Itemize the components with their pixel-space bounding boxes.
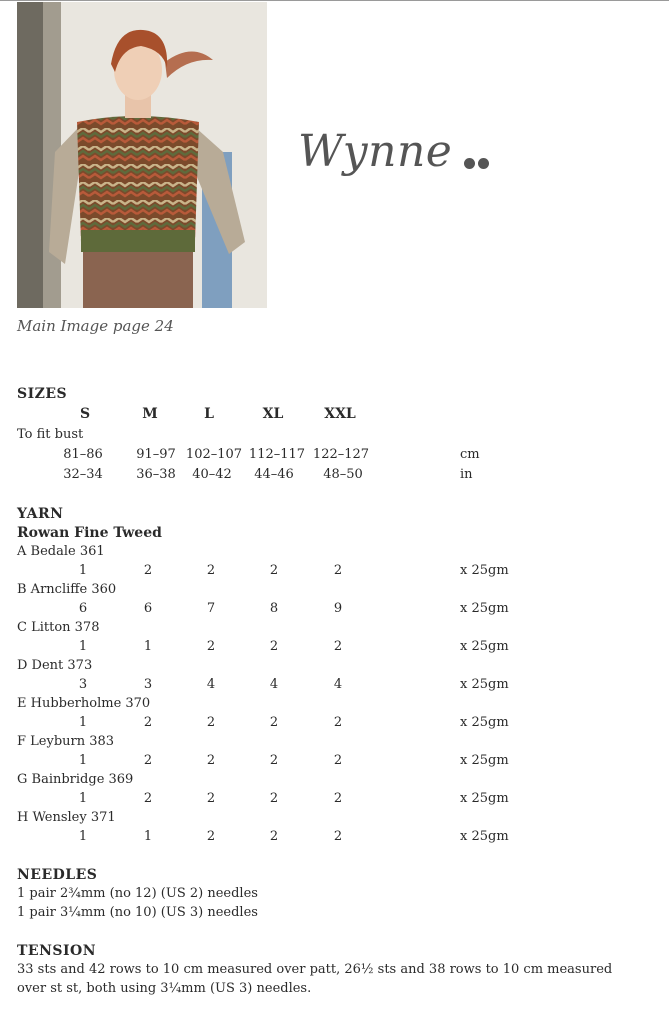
yarn-quantity: 1 xyxy=(78,791,88,806)
yarn-quantity: 2 xyxy=(143,791,153,806)
yarn-quantity: 2 xyxy=(206,829,216,844)
bust-value: 112–117 xyxy=(248,447,306,462)
bust-value: 91–97 xyxy=(136,447,176,462)
yarn-quantity: 2 xyxy=(269,563,279,578)
yarn-quantity: 2 xyxy=(143,753,153,768)
model-sweater-illustration xyxy=(17,2,267,308)
bust-value: 36–38 xyxy=(136,467,176,482)
yarn-quantity: 2 xyxy=(333,639,343,654)
yarn-brand: Rowan Fine Tweed xyxy=(17,525,162,541)
yarn-quantity: 2 xyxy=(269,753,279,768)
yarn-quantity: 8 xyxy=(269,601,279,616)
yarn-quantity: 2 xyxy=(206,715,216,730)
yarn-quantity: 2 xyxy=(333,715,343,730)
yarn-quantity: 2 xyxy=(333,563,343,578)
yarn-quantity: 2 xyxy=(206,563,216,578)
size-label: XXL xyxy=(324,406,356,422)
pattern-name: Wynne xyxy=(298,126,453,177)
yarn-unit: x 25gm xyxy=(460,563,509,578)
yarn-quantity: 2 xyxy=(206,753,216,768)
yarn-color-name: F Leyburn 383 xyxy=(17,734,115,749)
yarn-quantity: 2 xyxy=(269,829,279,844)
size-label: S xyxy=(79,406,91,422)
bust-value: 102–107 xyxy=(185,447,243,462)
yarn-quantity: 7 xyxy=(206,601,216,616)
yarn-quantity: 6 xyxy=(78,601,88,616)
yarn-quantity: 1 xyxy=(78,563,88,578)
page-title xyxy=(298,126,492,180)
bust-value: 122–127 xyxy=(312,447,370,462)
yarn-quantity: 6 xyxy=(143,601,153,616)
yarn-quantity: 2 xyxy=(143,563,153,578)
yarn-color-name: B Arncliffe 360 xyxy=(17,582,117,597)
tension-line: over st st, both using 3¼mm (US 3) needles. xyxy=(17,981,312,996)
bust-value: 32–34 xyxy=(63,467,103,482)
needle-line: 1 pair 2¾mm (no 12) (US 2) needles xyxy=(17,886,258,901)
needles-heading: NEEDLES xyxy=(17,867,98,883)
yarn-color-name: H Wensley 371 xyxy=(17,810,116,825)
yarn-quantity: 2 xyxy=(143,715,153,730)
yarn-color-name: G Bainbridge 369 xyxy=(17,772,134,787)
bust-value: 44–46 xyxy=(254,467,294,482)
yarn-quantity: 4 xyxy=(206,677,216,692)
yarn-quantity: 1 xyxy=(78,829,88,844)
bust-value: 40–42 xyxy=(192,467,232,482)
yarn-quantity: 1 xyxy=(78,639,88,654)
top-rule xyxy=(0,0,669,1)
bust-unit: cm xyxy=(460,447,480,462)
yarn-unit: x 25gm xyxy=(460,829,509,844)
yarn-quantity: 2 xyxy=(269,639,279,654)
yarn-color-name: C Litton 378 xyxy=(17,620,100,635)
size-label: L xyxy=(204,406,214,422)
yarn-quantity: 2 xyxy=(333,753,343,768)
yarn-quantity: 2 xyxy=(269,715,279,730)
yarn-quantity: 2 xyxy=(269,791,279,806)
yarn-color-name: D Dent 373 xyxy=(17,658,93,673)
yarn-unit: x 25gm xyxy=(460,791,509,806)
needle-line: 1 pair 3¼mm (no 10) (US 3) needles xyxy=(17,905,258,920)
bust-value: 48–50 xyxy=(323,467,363,482)
yarn-quantity: 2 xyxy=(333,829,343,844)
bust-unit: in xyxy=(460,467,473,482)
sizes-heading: SIZES xyxy=(17,386,68,402)
main-photo xyxy=(17,2,267,308)
yarn-color-name: A Bedale 361 xyxy=(17,544,105,559)
yarn-quantity: 2 xyxy=(333,791,343,806)
yarn-quantity: 4 xyxy=(269,677,279,692)
tension-line: 33 sts and 42 rows to 10 cm measured over patt, 26½ sts and 38 rows to 10 cm measured xyxy=(17,962,613,977)
yarn-quantity: 3 xyxy=(143,677,153,692)
size-label: XL xyxy=(262,406,284,422)
photo-caption: Main Image page 24 xyxy=(17,317,174,335)
yarn-unit: x 25gm xyxy=(460,677,509,692)
yarn-quantity: 4 xyxy=(333,677,343,692)
size-label: M xyxy=(142,406,158,422)
difficulty-dots xyxy=(464,129,492,180)
tension-heading: TENSION xyxy=(17,943,97,959)
yarn-quantity: 1 xyxy=(143,639,153,654)
yarn-color-name: E Hubberholme 370 xyxy=(17,696,151,711)
yarn-unit: x 25gm xyxy=(460,601,509,616)
yarn-heading: YARN xyxy=(17,506,64,522)
yarn-quantity: 1 xyxy=(143,829,153,844)
yarn-unit: x 25gm xyxy=(460,715,509,730)
yarn-quantity: 2 xyxy=(206,639,216,654)
yarn-quantity: 1 xyxy=(78,715,88,730)
bust-value: 81–86 xyxy=(63,447,103,462)
yarn-unit: x 25gm xyxy=(460,639,509,654)
yarn-quantity: 2 xyxy=(206,791,216,806)
yarn-unit: x 25gm xyxy=(460,753,509,768)
fit-bust-label: To fit bust xyxy=(17,427,84,442)
yarn-quantity: 9 xyxy=(333,601,343,616)
yarn-quantity: 1 xyxy=(78,753,88,768)
yarn-quantity: 3 xyxy=(78,677,88,692)
